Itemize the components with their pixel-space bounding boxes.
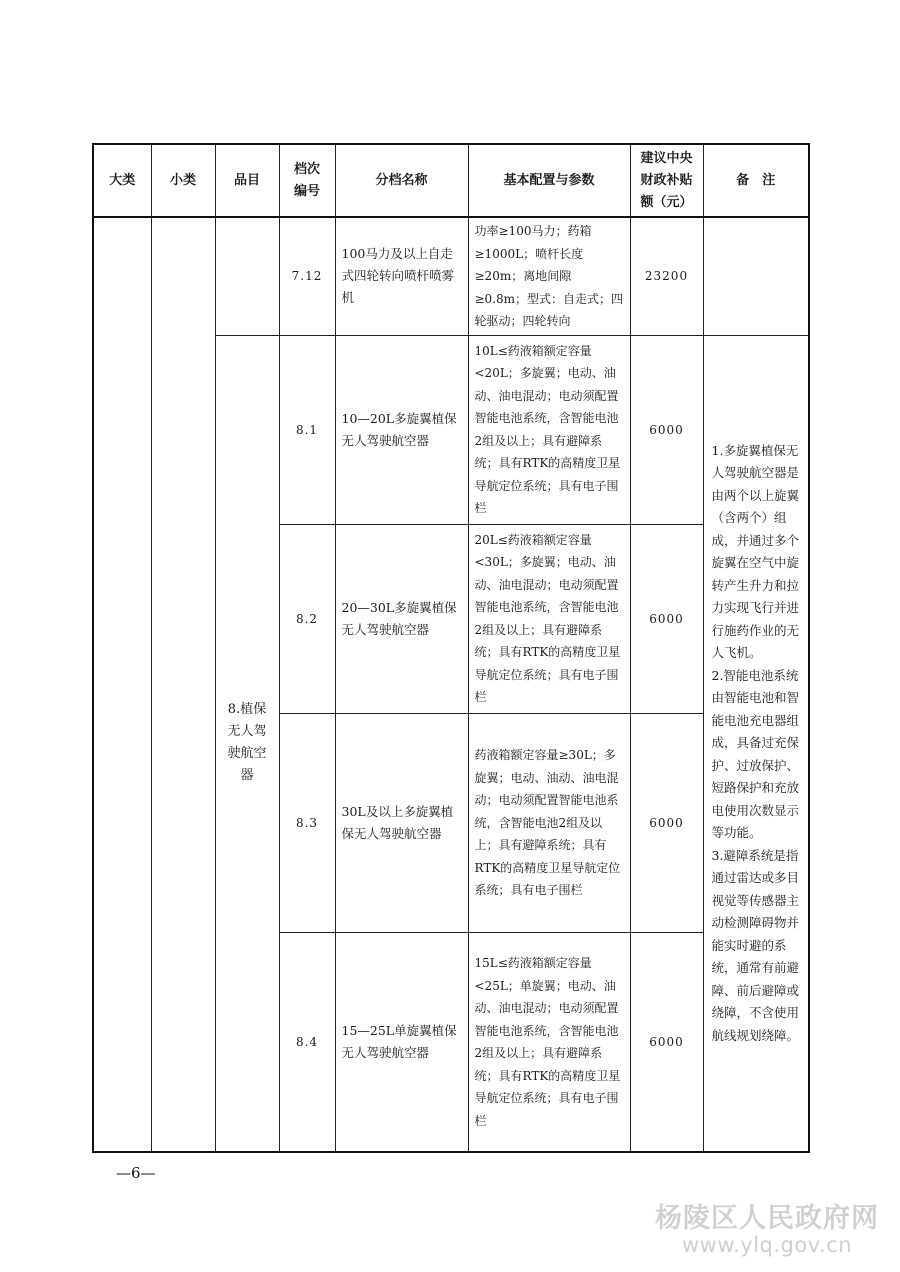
note-cell xyxy=(703,217,809,335)
amount-cell: 23200 xyxy=(630,217,703,335)
amount-cell: 6000 xyxy=(630,714,703,933)
header-minor: 小类 xyxy=(151,144,215,217)
page-number: —6— xyxy=(116,1164,156,1182)
item-category-cell: 8.植保 无人驾 驶航空 器 xyxy=(215,335,279,1152)
params-cell: 药液箱额定容量≥30L；多旋翼；电动、油动、油电混动；电动须配置智能电池系统，含智能电池2组及以上；具有避障系统；具有RTK的高精度卫星导航定位系统；具有电子围栏 xyxy=(468,714,630,933)
code-cell: 8.4 xyxy=(279,933,335,1152)
name-cell: 10—20L多旋翼植保无人驾驶航空器 xyxy=(335,335,468,524)
note-paragraph: 1.多旋翼植保无人驾驶航空器是由两个以上旋翼（含两个）组成，并通过多个旋翼在空气中旋转产生升力和拉力实现飞行并进行施药作业的无人飞机。 xyxy=(711,442,800,661)
name-cell: 30L及以上多旋翼植保无人驾驶航空器 xyxy=(335,714,468,933)
code-cell: 7.12 xyxy=(279,217,335,335)
minor-cell xyxy=(151,217,215,1152)
name-cell: 100马力及以上自走式四轮转向喷杆喷雾机 xyxy=(335,217,468,335)
params-cell: 10L≤药液箱额定容量<20L；多旋翼；电动、油动、油电混动；电动须配置智能电池系统，含智能电池2组及以上；具有避障系统；具有RTK的高精度卫星导航定位系统；具有电子围栏 xyxy=(468,335,630,524)
code-cell: 8.3 xyxy=(279,714,335,933)
header-row xyxy=(93,144,809,217)
amount-cell: 6000 xyxy=(630,524,703,713)
subsidy-table xyxy=(92,143,810,1153)
item-cell xyxy=(215,217,279,335)
code-cell: 8.1 xyxy=(279,335,335,524)
major-cell xyxy=(93,217,151,1152)
header-params: 基本配置与参数 xyxy=(468,144,630,217)
params-cell: 15L≤药液箱额定容量<25L；单旋翼；电动、油动、油电混动；电动须配置智能电池系统，含智能电池2组及以上；具有避障系统；具有RTK的高精度卫星导航定位系统；具有电子围栏 xyxy=(468,933,630,1152)
watermark-site-name: 杨陵区人民政府网 xyxy=(655,1203,879,1234)
params-cell: 功率≥100马力；药箱≥1000L；喷杆长度≥20m；离地间隙≥0.8m；型式：自走式；四轮驱动；四轮转向 xyxy=(468,217,630,335)
table-row xyxy=(93,217,809,335)
amount-cell: 6000 xyxy=(630,933,703,1152)
watermark-site-url: www.ylq.gov.cn xyxy=(682,1233,853,1257)
header-code: 档次 编号 xyxy=(279,144,335,217)
note-paragraph: 2.智能电池系统由智能电池和智能电池充电器组成，具备过充保护、过放保护、短路保护和充放电使用次数显示等功能。 xyxy=(711,667,800,841)
header-note: 备 注 xyxy=(703,144,809,217)
header-major: 大类 xyxy=(93,144,151,217)
amount-cell: 6000 xyxy=(630,335,703,524)
code-cell: 8.2 xyxy=(279,524,335,713)
header-name: 分档名称 xyxy=(335,144,468,217)
note-paragraph: 3.避障系统是指通过雷达或多目视觉等传感器主动检测障碍物并能实时避的系统，通常有前避障、前后避障或绕障，不含使用航线规划绕障。 xyxy=(711,847,800,1043)
header-item: 品目 xyxy=(215,144,279,217)
name-cell: 20—30L多旋翼植保无人驾驶航空器 xyxy=(335,524,468,713)
params-cell: 20L≤药液箱额定容量<30L；多旋翼；电动、油动、油电混动；电动须配置智能电池系统，含智能电池2组及以上；具有避障系统；具有RTK的高精度卫星导航定位系统；具有电子围栏 xyxy=(468,524,630,713)
name-cell: 15—25L单旋翼植保无人驾驶航空器 xyxy=(335,933,468,1152)
header-amount: 建议中央 财政补贴 额（元） xyxy=(630,144,703,217)
note-cell-8 xyxy=(703,335,809,1152)
